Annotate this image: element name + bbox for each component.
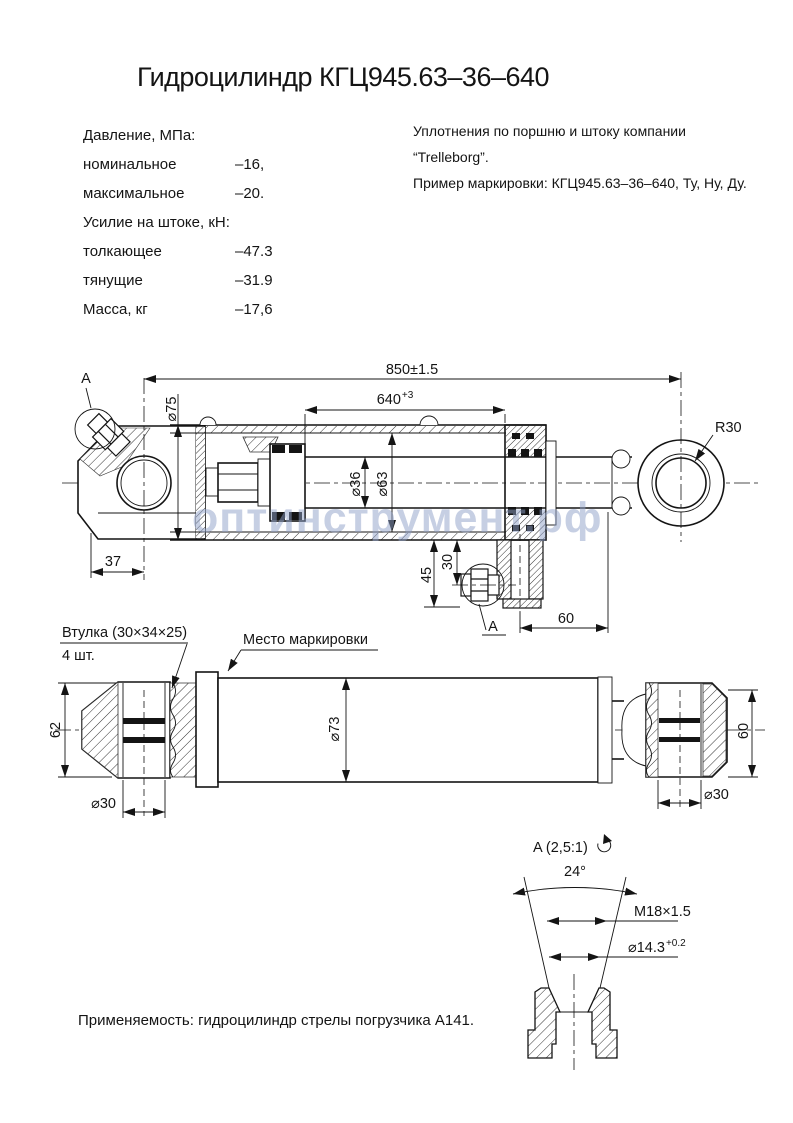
dim-bore-right: ⌀30 <box>704 787 729 803</box>
section-a-leader <box>479 604 486 630</box>
cone-line-right <box>600 877 626 988</box>
side-flange-ring <box>196 672 218 787</box>
rod-gland <box>505 425 556 540</box>
detail-a-title: A (2,5:1) <box>533 840 588 856</box>
bushing-label: Втулка (30×34×25) <box>62 625 188 641</box>
dim-eye-radius: R30 <box>715 420 742 436</box>
watermark: оптинструмент.рф <box>192 494 603 542</box>
dim-rod-diameter: ⌀36 <box>348 471 364 497</box>
bushing-qty: 4 шт. <box>62 648 95 664</box>
spec-label: тянущие <box>83 272 143 289</box>
spec-value: –17,6 <box>235 301 273 318</box>
spec-label: Масса, кг <box>83 301 148 318</box>
drawing-title: Гидроцилиндр КГЦ945.63–36–640 <box>136 62 550 92</box>
port-section-body <box>528 974 617 1070</box>
detail-a-view <box>513 834 691 1070</box>
dim-port-depth: 45 <box>419 566 435 584</box>
dim-cone-angle: 24° <box>564 864 586 880</box>
dim-thread: M18×1.5 <box>634 904 691 920</box>
spec-label: Усилие на штоке, кН: <box>83 214 230 231</box>
dim-overall-length: 850±1.5 <box>385 362 439 378</box>
spec-value: –16, <box>235 156 265 173</box>
port-boss <box>452 534 543 635</box>
spec-value: –47.3 <box>235 243 273 260</box>
side-view <box>48 625 765 818</box>
dim-stroke-length: $640^{+3}$ <box>376 390 414 408</box>
spec-value: –20. <box>235 185 265 202</box>
spec-label: номинальное <box>83 156 177 173</box>
cone-line-left <box>524 877 549 988</box>
dim-port-diameter: $⌀14.3^{+0.2}$ <box>628 938 686 956</box>
spec-label: толкающее <box>83 243 162 260</box>
spec-value: –31.9 <box>235 272 273 289</box>
rotated-icon-arrow <box>603 834 612 844</box>
note-line: Уплотнения по поршню и штоку компании <box>413 123 686 139</box>
weld-bead <box>612 450 630 468</box>
note-line: “Trelleborg”. <box>413 149 489 165</box>
marking-label: Место маркировки <box>243 632 368 648</box>
main-section-view <box>62 362 758 635</box>
dim-port-offset: 60 <box>557 611 575 627</box>
note-line: Пример маркировки: КГЦ945.63–36–640, Ту, Ну, Ду. <box>413 175 747 191</box>
dim-bore-left: ⌀30 <box>91 796 116 812</box>
side-cylinder-body <box>218 678 598 782</box>
dim-eye-width-right: 60 <box>736 722 752 740</box>
rod-eye <box>612 372 724 542</box>
dim-port-axis: 30 <box>440 553 456 571</box>
dim-eye-width-left: 62 <box>48 721 64 739</box>
weld-bead <box>612 497 630 515</box>
port-boss-cap-end <box>200 417 216 425</box>
piston <box>270 444 305 521</box>
detail-a-callout-label: A <box>81 371 91 387</box>
port-boss-rod-end <box>420 416 438 425</box>
side-gland-ring <box>598 677 612 783</box>
dim-body-diameter: ⌀73 <box>327 716 343 742</box>
cap-end-eye-block <box>78 378 205 580</box>
spec-label: максимальное <box>83 185 185 202</box>
application-note: Применяемость: гидроцилиндр стрелы погрузчика А141. <box>78 1012 475 1029</box>
detail-a-leader <box>86 388 91 408</box>
section-a-label: A <box>488 619 498 635</box>
dim-eye-width: 37 <box>104 554 122 570</box>
piston-assembly <box>206 437 305 521</box>
spec-label: Давление, МПа: <box>83 127 196 144</box>
piston-nut <box>218 463 258 502</box>
dim-barrel-od: ⌀75 <box>164 396 180 422</box>
dim-bore-diameter: ⌀63 <box>375 471 391 497</box>
